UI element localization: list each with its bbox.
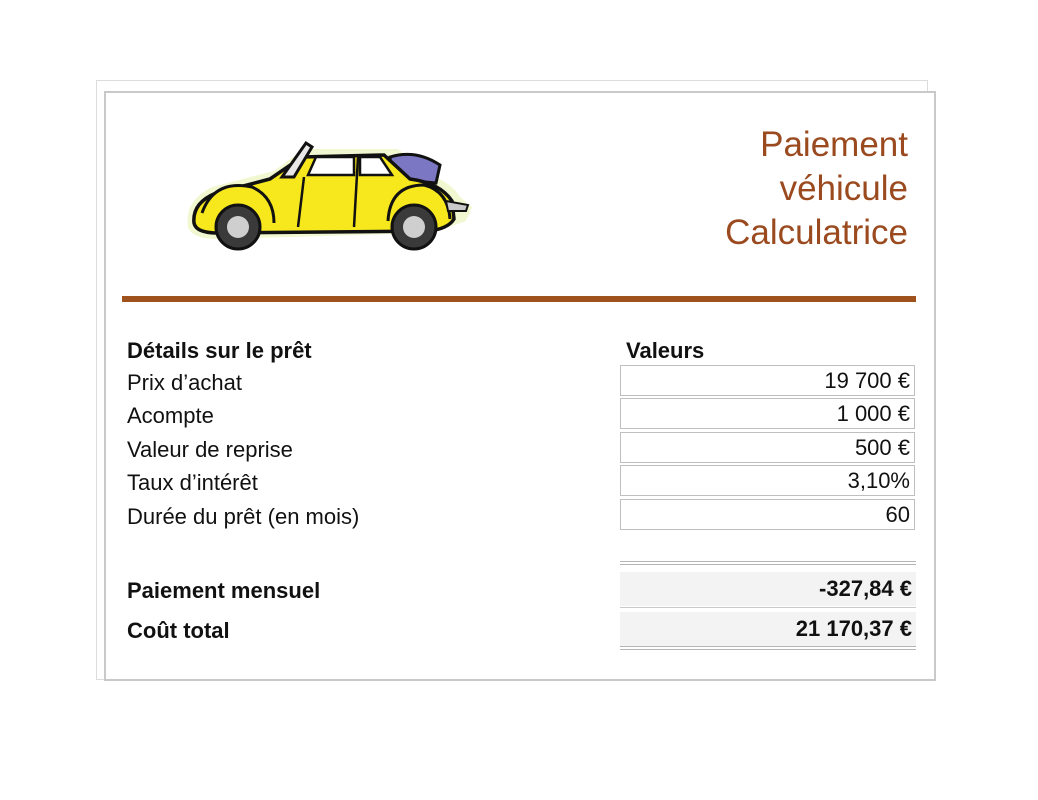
interest-rate-label: Taux d’intérêt <box>127 470 258 495</box>
total-cost-value: 21 170,37 € <box>620 612 916 646</box>
trade-in-value-label: Valeur de reprise <box>127 437 293 462</box>
yellow-convertible-car-icon <box>178 135 474 259</box>
title-line-1: Paiement <box>760 125 908 164</box>
monthly-payment-label: Paiement mensuel <box>127 578 321 603</box>
title-line-3: Calculatrice <box>725 213 908 252</box>
page-title <box>588 123 908 255</box>
total-cost-label: Coût total <box>127 618 230 643</box>
purchase-price-label: Prix d’achat <box>127 370 242 395</box>
title-line-2: véhicule <box>779 169 908 208</box>
loan-term-label: Durée du prêt (en mois) <box>127 504 360 529</box>
down-payment-label: Acompte <box>127 403 214 428</box>
interest-rate-field[interactable]: 3,10% <box>620 465 915 496</box>
monthly-payment-value: -327,84 € <box>620 572 916 606</box>
calculator-sheet <box>104 91 936 681</box>
loan-details-header: Détails sur le prêt <box>127 338 312 363</box>
purchase-price-field[interactable]: 19 700 € <box>620 365 915 396</box>
down-payment-field[interactable]: 1 000 € <box>620 398 915 429</box>
trade-in-value-field[interactable]: 500 € <box>620 432 915 463</box>
results-top-border <box>620 561 916 565</box>
results-separator <box>620 607 916 608</box>
results-bottom-border <box>620 646 916 650</box>
loan-term-field[interactable]: 60 <box>620 499 915 530</box>
header-divider <box>122 296 916 302</box>
values-header: Valeurs <box>626 338 705 363</box>
